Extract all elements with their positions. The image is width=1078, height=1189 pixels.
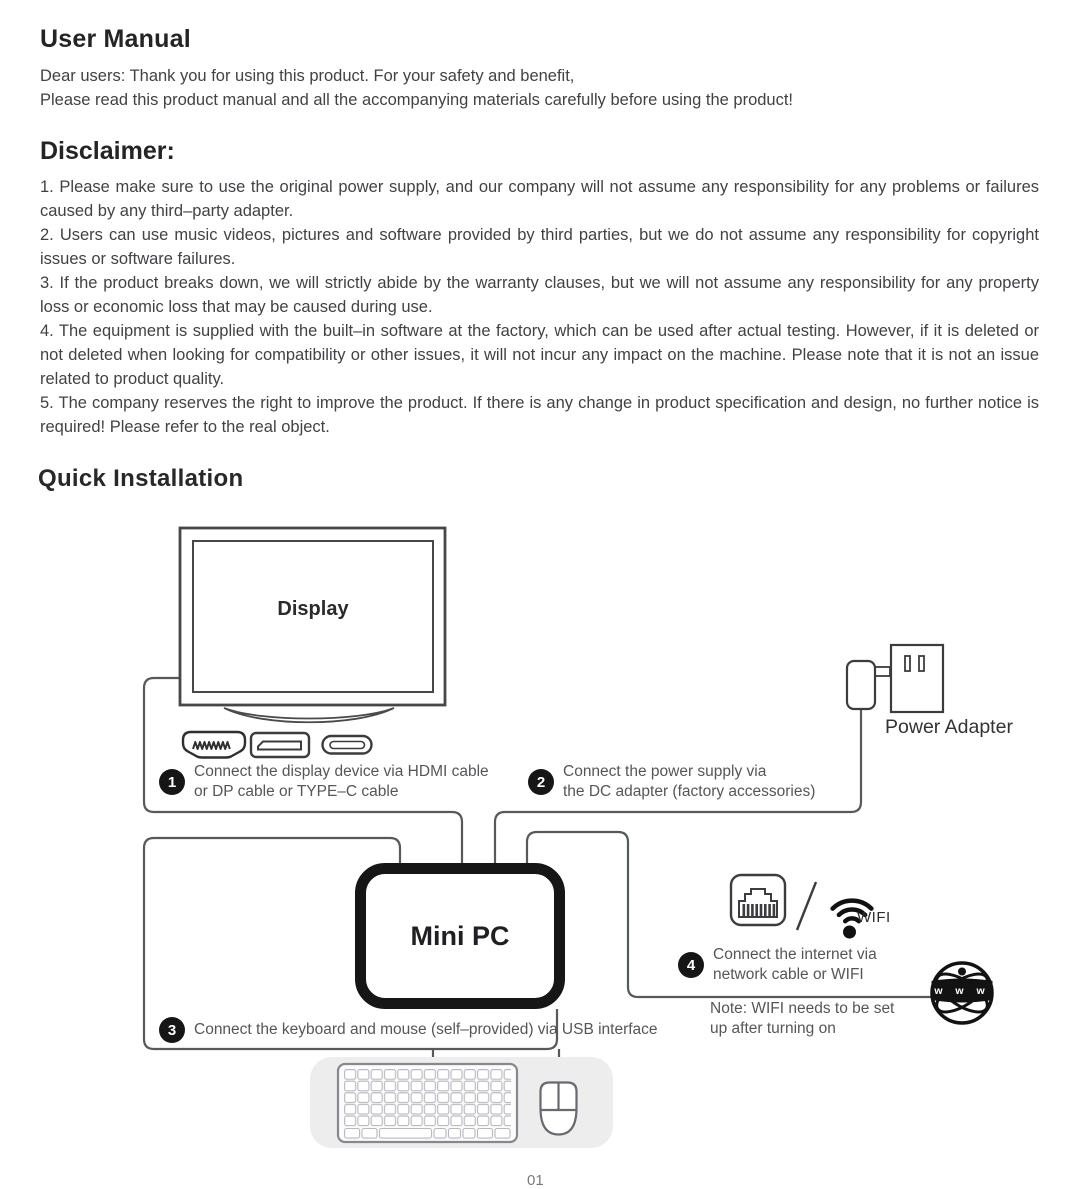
step-4-badge: 4: [678, 952, 704, 978]
dc-plug-icon: [847, 661, 890, 709]
disclaimer-item-1: 1. Please make sure to use the original power supply, and our company will not assume any responsibility for any problems or failures caused by any third–party adapter.: [40, 178, 1039, 220]
step-3-badge: 3: [159, 1017, 185, 1043]
wifi-note-line-1: Note: WIFI needs to be set: [710, 1000, 895, 1017]
wall-outlet-icon: [891, 645, 943, 712]
step-1-badge: 1: [159, 769, 185, 795]
step-1-line-2: or DP cable or TYPE–C cable: [194, 783, 399, 800]
intro-line-2: Please read this product manual and all the accompanying materials carefully before using the product!: [40, 91, 794, 109]
intro-text: [40, 64, 1038, 112]
power-adapter-label: Power Adapter: [885, 716, 1013, 738]
monitor-stand: [224, 708, 394, 722]
wifi-note: [710, 999, 894, 1039]
disclaimer-item-2: 2. Users can use music videos, pictures and software provided by third parties, but we do not assume any responsibility for copyright issues or software failures.: [40, 226, 1039, 268]
step-1: [159, 762, 489, 802]
step-4-line-2: network cable or WIFI: [713, 966, 864, 983]
wifi-note-line-2: up after turning on: [710, 1020, 836, 1037]
step-4: [678, 945, 877, 985]
wifi-label: WIFI: [857, 909, 891, 926]
page-number: 01: [527, 1172, 544, 1189]
keyboard-icon: [338, 1064, 517, 1142]
step-2: [528, 762, 815, 802]
monitor-icon: [180, 528, 445, 722]
mouse-icon: [541, 1083, 577, 1135]
step-2-badge: 2: [528, 769, 554, 795]
disclaimer-item-4: 4. The equipment is supplied with the built–in software at the factory, which can be used after actual testing. However, if it is deleted or not deleted when looking for compatibility or other issues, it will not incur any impact on the machine. Please note that it is not an issue related to product quality.: [40, 322, 1039, 388]
step-1-text: [194, 762, 489, 802]
step-2-text: [563, 762, 815, 802]
diagram-canvas: [0, 520, 1078, 1180]
mini-pc-label: Mini PC: [410, 920, 510, 951]
hdmi-port-icon: [183, 732, 245, 758]
intro-line-1: Dear users: Thank you for using this product. For your safety and benefit,: [40, 67, 575, 85]
step-2-line-2: the DC adapter (factory accessories): [563, 783, 816, 800]
disclaimer-item-3: 3. If the product breaks down, we will strictly abide by the warranty clauses, but we will not assume any responsibility for any property loss or economic loss that may be caused during use.: [40, 274, 1039, 316]
slash-divider: [797, 882, 816, 930]
disclaimer-heading: Disclaimer:: [40, 137, 175, 165]
mini-pc-box: [355, 863, 565, 1009]
step-3-text: Connect the keyboard and mouse (self–provided) via USB interface: [194, 1021, 658, 1038]
step-4-text: [713, 945, 877, 985]
ethernet-port-icon: [731, 875, 785, 925]
display-label: Display: [277, 598, 349, 620]
step-2-line-1: Connect the power supply via: [563, 763, 767, 780]
step-3: [159, 1017, 658, 1043]
quick-installation-heading: Quick Installation: [38, 465, 244, 492]
displayport-icon: [251, 733, 309, 757]
www-label: w w w: [934, 985, 990, 997]
step-1-line-1: Connect the display device via HDMI cable: [194, 763, 489, 780]
step-4-line-1: Connect the internet via: [713, 946, 877, 963]
page-title: User Manual: [40, 25, 191, 53]
disclaimer-list: [40, 175, 1039, 439]
installation-diagram: [0, 520, 1078, 1180]
usb-c-icon: [323, 736, 372, 754]
disclaimer-item-5: 5. The company reserves the right to improve the product. If there is any change in product specification and design, no further notice is required! Please refer to the real object.: [40, 394, 1039, 436]
